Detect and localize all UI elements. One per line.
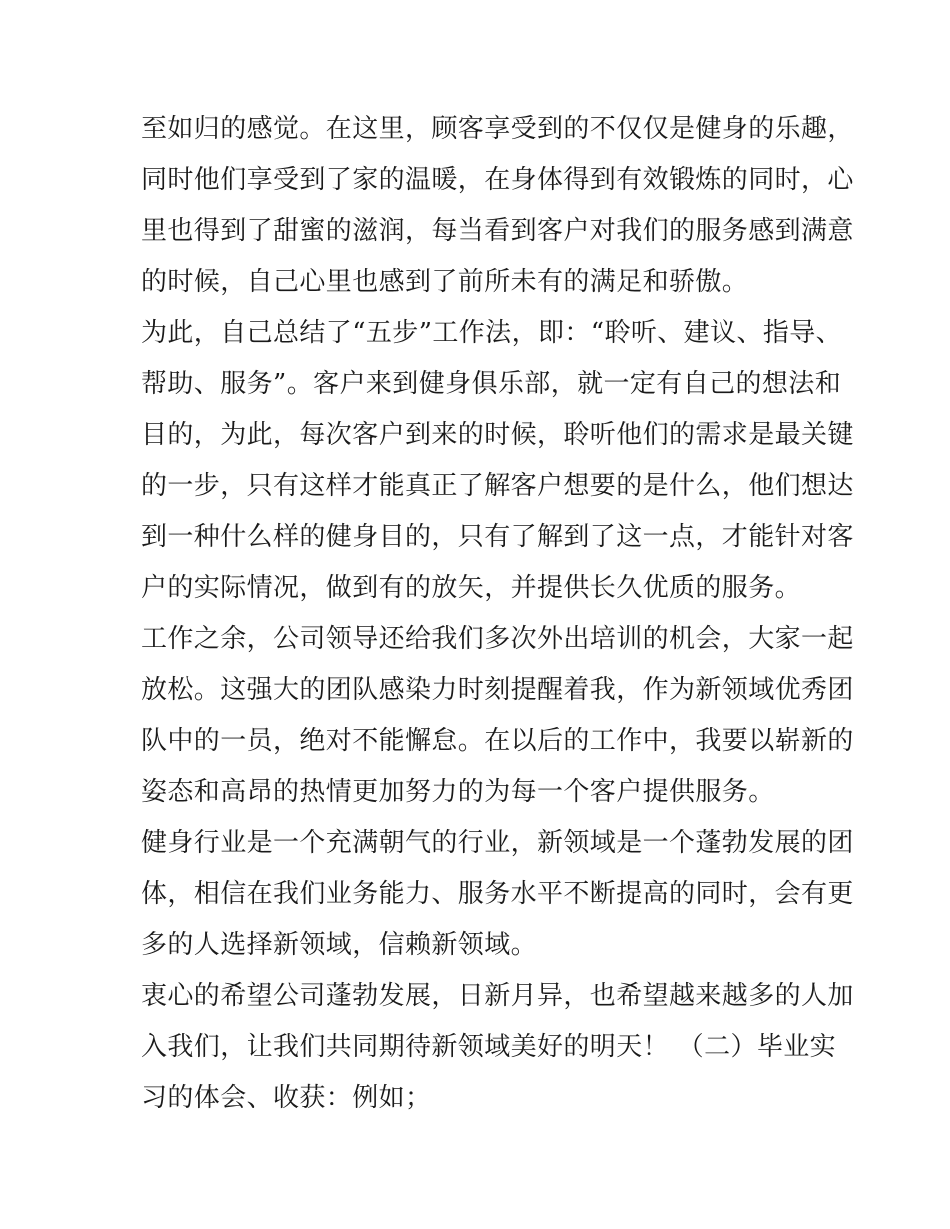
text-line: 多的人选择新领域，信赖新领域。 — [141, 930, 538, 960]
text-line: 体，相信在我们业务能力、服务水平不断提高的同时，会有更 — [141, 879, 854, 909]
text-line: 习的体会、收获：例如； — [141, 1083, 432, 1113]
text-line: 为此，自己总结了“五步”工作法，即：“聆听、建议、指导、 — [141, 318, 843, 348]
text-line: 到一种什么样的健身目的，只有了解到了这一点，才能针对客 — [141, 522, 854, 552]
text-line: 的时候，自己心里也感到了前所未有的满足和骄傲。 — [141, 267, 749, 297]
text-line: 户的实际情况，做到有的放矢，并提供长久优质的服务。 — [141, 573, 802, 603]
text-line: 帮助、服务”。客户来到健身俱乐部，就一定有自己的想法和 — [141, 369, 842, 399]
text-line: 放松。这强大的团队感染力时刻提醒着我，作为新领域优秀团 — [141, 675, 854, 705]
text-line: 工作之余，公司领导还给我们多次外出培训的机会，大家一起 — [141, 624, 854, 654]
document-body — [141, 104, 854, 1124]
text-line: 入我们，让我们共同期待新领域美好的明天！ （二）毕业实 — [141, 1032, 837, 1062]
text-line: 健身行业是一个充满朝气的行业，新领域是一个蓬勃发展的团 — [141, 828, 854, 858]
text-line: 同时他们享受到了家的温暖，在身体得到有效锻炼的同时，心 — [141, 165, 854, 195]
text-line: 队中的一员，绝对不能懈怠。在以后的工作中，我要以崭新的 — [141, 726, 854, 756]
text-line: 里也得到了甜蜜的滋润，每当看到客户对我们的服务感到满意 — [141, 216, 854, 246]
text-line: 姿态和高昂的热情更加努力的为每一个客户提供服务。 — [141, 777, 775, 807]
text-line: 的一步，只有这样才能真正了解客户想要的是什么，他们想达 — [141, 471, 854, 501]
text-line: 目的，为此，每次客户到来的时候，聆听他们的需求是最关键 — [141, 420, 854, 450]
text-line: 衷心的希望公司蓬勃发展，日新月异，也希望越来越多的人加 — [141, 981, 854, 1011]
text-line: 至如归的感觉。在这里，顾客享受到的不仅仅是健身的乐趣， — [141, 114, 854, 144]
